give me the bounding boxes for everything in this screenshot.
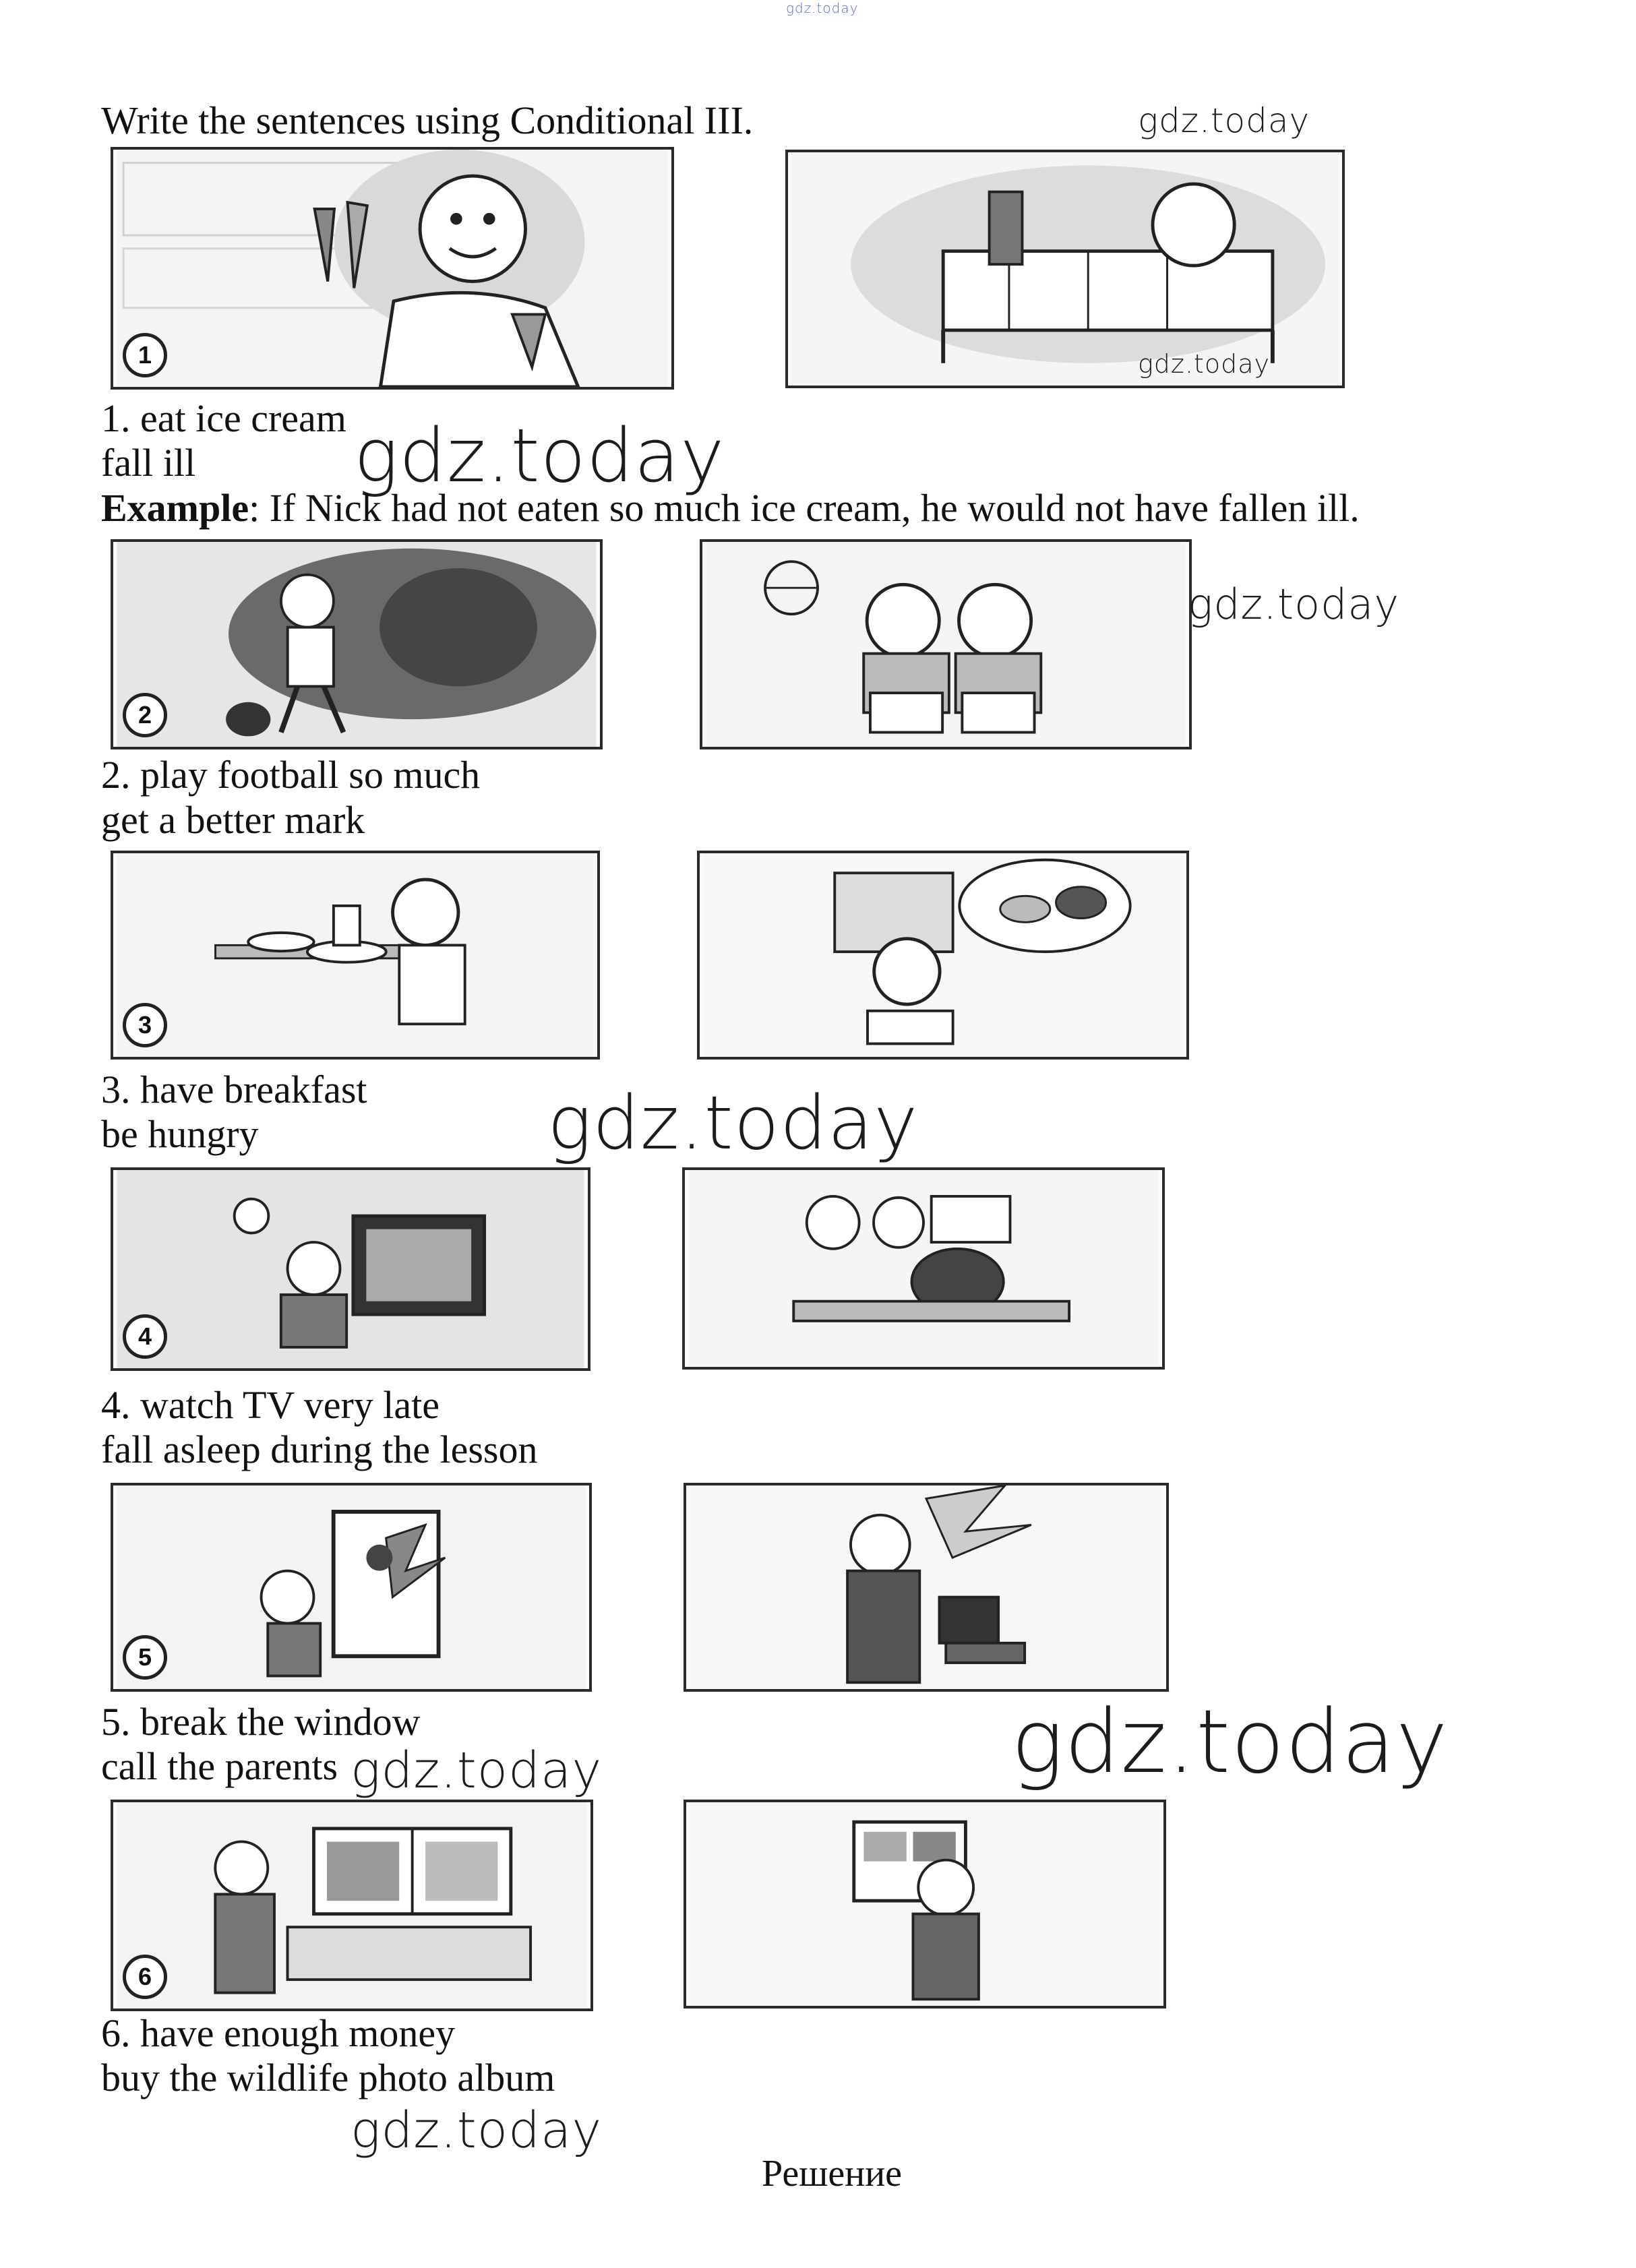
example-text: : If Nick had not eaten so much ice cream, he would not have fallen ill. bbox=[249, 486, 1360, 530]
item-6-line2: buy the wildlife photo album bbox=[101, 2056, 555, 2100]
picture-number-badge: 6 bbox=[123, 1955, 167, 1999]
picture-number-badge: 1 bbox=[123, 333, 167, 377]
picture-4-right bbox=[682, 1167, 1165, 1370]
picture-number-badge: 2 bbox=[123, 693, 167, 737]
children-at-desk-illustration bbox=[702, 542, 1189, 747]
example-sentence bbox=[101, 486, 1360, 530]
item-1-line2: fall ill bbox=[101, 441, 196, 485]
item-1-line1: 1. eat ice cream bbox=[101, 396, 346, 440]
ice-cream-boy-illustration bbox=[113, 150, 671, 387]
solution-label: Решение bbox=[762, 2153, 903, 2195]
example-label: Example bbox=[101, 486, 249, 530]
item-3-line2: be hungry bbox=[101, 1112, 259, 1156]
item-5-line1: 5. break the window bbox=[101, 1700, 421, 1744]
watermark-5: gdz.today bbox=[547, 1080, 919, 1166]
watermark-7: gdz.today bbox=[1011, 1690, 1449, 1793]
watermark-6: gdz.today bbox=[351, 1742, 603, 1800]
boy-playing-football-illustration bbox=[113, 542, 600, 747]
picture-3-left bbox=[111, 851, 600, 1060]
picture-number-badge: 3 bbox=[123, 1003, 167, 1047]
man-phoning-parents-illustration bbox=[686, 1485, 1166, 1689]
boy-breaking-window-illustration bbox=[113, 1485, 589, 1689]
instruction-heading: Write the sentences using Conditional III. bbox=[101, 98, 754, 142]
boy-refusing-breakfast-illustration bbox=[113, 853, 597, 1057]
picture-number-badge: 4 bbox=[123, 1314, 167, 1359]
watermark-8: gdz.today bbox=[351, 2102, 603, 2159]
picture-4-left bbox=[111, 1167, 590, 1371]
picture-1-left bbox=[111, 147, 674, 390]
watermark-1: gdz.today bbox=[1138, 101, 1310, 140]
picture-6-right bbox=[684, 1800, 1166, 2009]
boy-with-album-illustration bbox=[686, 1802, 1163, 2006]
item-2-line2: get a better mark bbox=[101, 798, 365, 842]
watermark-4: gdz.today bbox=[1188, 580, 1400, 629]
hungry-child-dreaming-of-food-illustration bbox=[700, 853, 1186, 1057]
picture-6-left bbox=[111, 1800, 593, 2011]
girl-watching-tv-late-illustration bbox=[113, 1170, 588, 1368]
picture-5-left bbox=[111, 1483, 592, 1692]
picture-2-right bbox=[700, 539, 1192, 749]
watermark-3: gdz.today bbox=[354, 412, 725, 499]
item-6-line1: 6. have enough money bbox=[101, 2011, 456, 2055]
item-2-line1: 2. play football so much bbox=[101, 753, 481, 797]
picture-3-right bbox=[697, 851, 1189, 1060]
picture-2-left bbox=[111, 539, 603, 749]
boy-looking-at-photo-album-illustration bbox=[113, 1802, 590, 2009]
item-3-line1: 3. have breakfast bbox=[101, 1068, 367, 1111]
picture-number-badge: 5 bbox=[123, 1635, 167, 1680]
girl-asleep-in-class-illustration bbox=[685, 1170, 1162, 1367]
watermark-2: gdz.today bbox=[1138, 349, 1270, 379]
picture-5-right bbox=[684, 1483, 1169, 1692]
header-watermark: gdz.today bbox=[786, 0, 859, 16]
item-4-line2: fall asleep during the lesson bbox=[101, 1428, 538, 1471]
item-4-line1: 4. watch TV very late bbox=[101, 1383, 440, 1427]
item-5-line2: call the parents bbox=[101, 1744, 338, 1788]
